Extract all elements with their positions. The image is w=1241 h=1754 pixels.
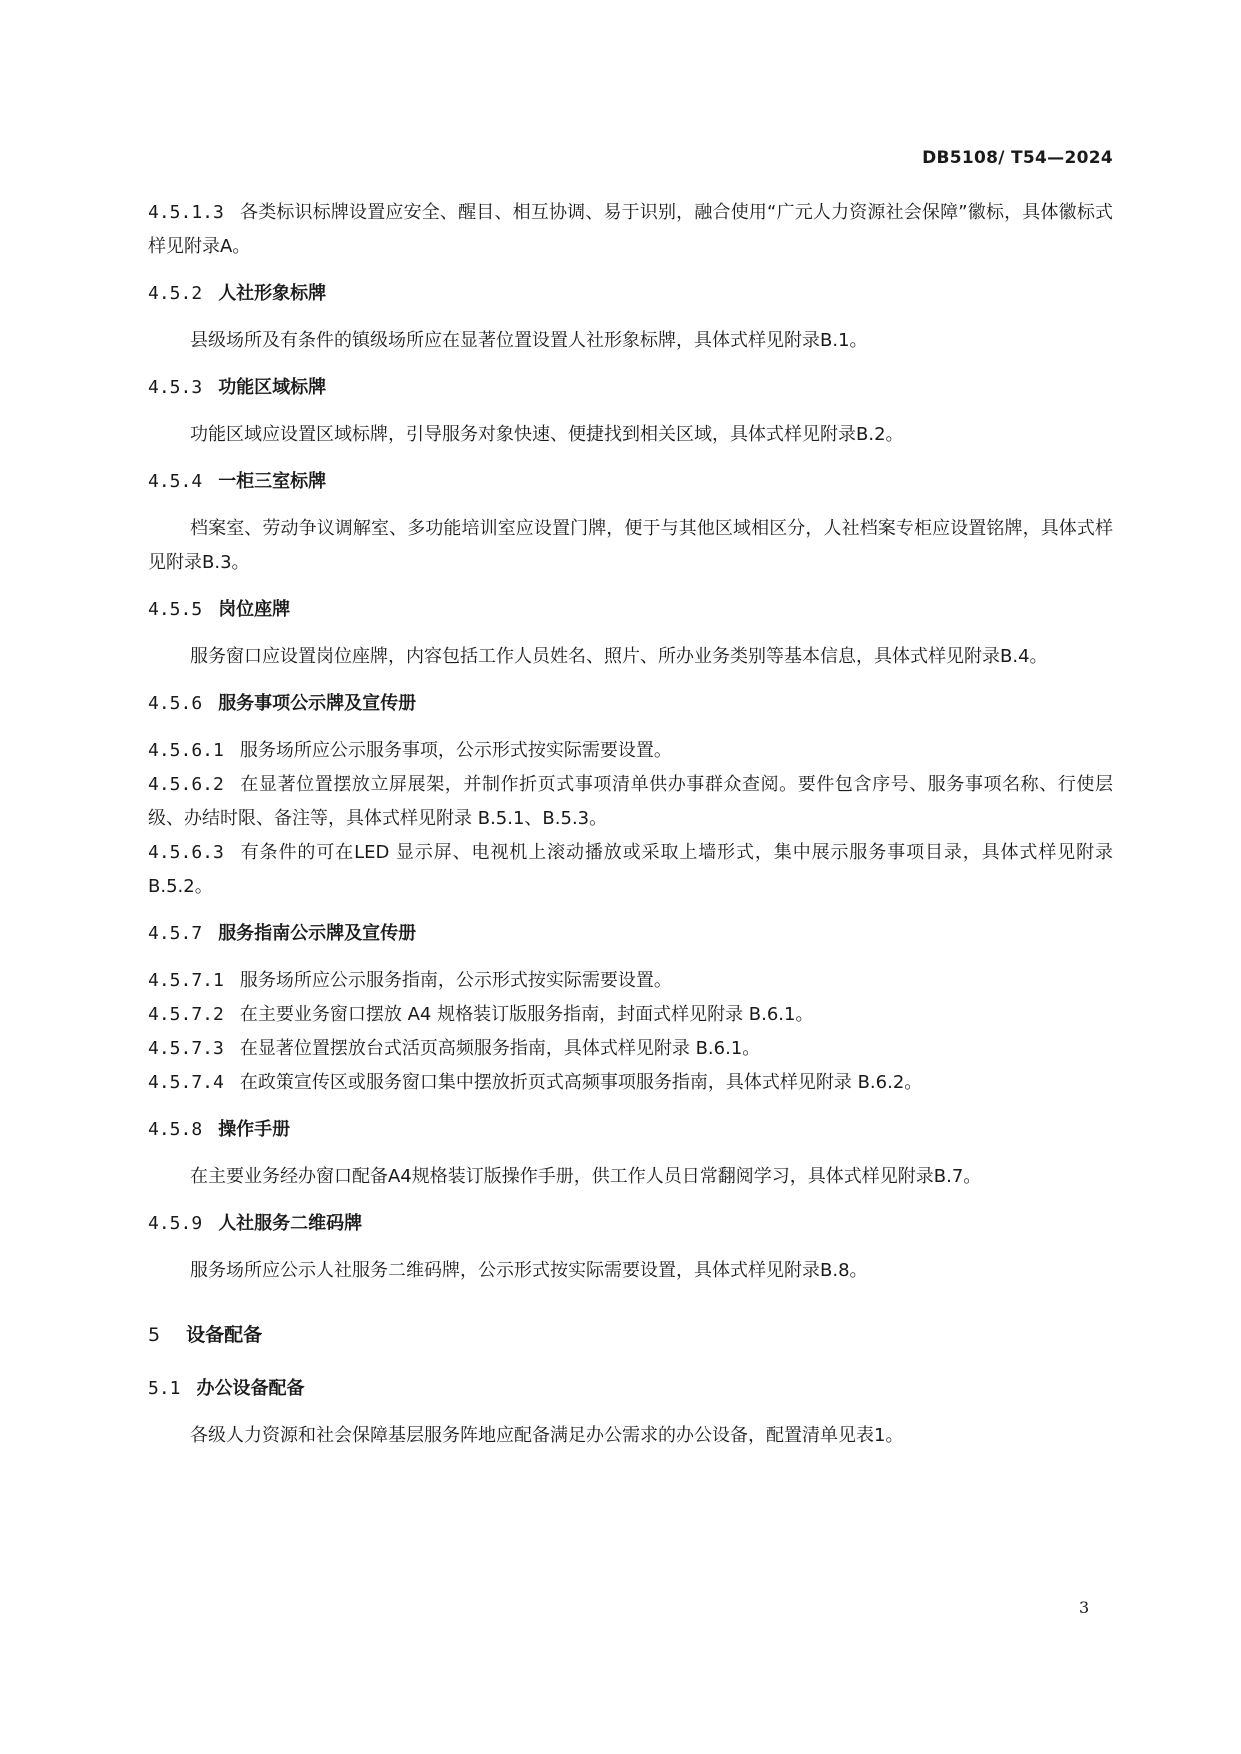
heading-4-5-2 — [148, 277, 1113, 311]
heading-title: 人社服务二维码牌 — [218, 1213, 363, 1234]
heading-4-5-8 — [148, 1113, 1113, 1147]
clause-4-5-7-4 — [148, 1066, 1113, 1100]
clause-text: 各类标识标牌设置应安全、醒目、相互协调、易于识别，融合使用“广元人力资源社会保障”徽标，具体徽标式样见附录A。 — [148, 202, 1113, 257]
clause-number: 4.5.7.2 — [148, 1004, 224, 1025]
clause-4-5-6-3 — [148, 836, 1113, 904]
heading-title: 一柜三室标牌 — [218, 471, 327, 492]
clause-4-5-7-1 — [148, 964, 1113, 998]
document-body — [148, 196, 1113, 1453]
heading-4-5-9 — [148, 1207, 1113, 1241]
heading-number: 4.5.2 — [148, 283, 203, 304]
clause-number: 4.5.6.2 — [148, 774, 224, 795]
heading-number: 4.5.3 — [148, 377, 203, 398]
clause-text: 在显著位置摆放立屏展架，并制作折页式事项清单供办事群众查阅。要件包含序号、服务事项名称、行使层级、办结时限、备注等，具体式样见附录 B.5.1、B.5.3。 — [148, 774, 1113, 829]
heading-title: 设备配备 — [186, 1324, 263, 1346]
clause-4-5-7-2 — [148, 998, 1113, 1032]
heading-title: 人社形象标牌 — [218, 283, 327, 304]
clause-number: 4.5.7.3 — [148, 1038, 224, 1059]
heading-number: 4.5.8 — [148, 1119, 203, 1140]
paragraph: 服务场所应公示人社服务二维码牌，公示形式按实际需要设置，具体式样见附录B.8。 — [190, 1260, 868, 1281]
clause-text: 服务场所应公示服务事项，公示形式按实际需要设置。 — [239, 740, 672, 761]
heading-number: 4.5.6 — [148, 693, 203, 714]
paragraph: 功能区域应设置区域标牌，引导服务对象快速、便捷找到相关区域，具体式样见附录B.2。 — [190, 424, 904, 445]
heading-4-5-3 — [148, 371, 1113, 405]
heading-title: 功能区域标牌 — [218, 377, 327, 398]
heading-4-5-6 — [148, 687, 1113, 721]
paragraph: 各级人力资源和社会保障基层服务阵地应配备满足办公需求的办公设备，配置清单见表1。 — [190, 1425, 904, 1446]
clause-number: 4.5.6.3 — [148, 842, 224, 863]
heading-title: 服务指南公示牌及宣传册 — [218, 923, 417, 944]
heading-number: 4.5.7 — [148, 923, 203, 944]
clause-4-5-6-2 — [148, 768, 1113, 836]
heading-number: 5.1 — [148, 1378, 181, 1399]
clause-text: 在显著位置摆放台式活页高频服务指南，具体式样见附录 B.6.1。 — [239, 1038, 761, 1059]
heading-number: 4.5.4 — [148, 471, 203, 492]
heading-4-5-5 — [148, 593, 1113, 627]
clause-number: 4.5.7.4 — [148, 1072, 224, 1093]
clause-4-5-1-3 — [148, 196, 1113, 264]
heading-5-1 — [148, 1372, 1113, 1406]
page-number: 3 — [1079, 1598, 1090, 1617]
heading-number: 5 — [148, 1324, 161, 1346]
clause-number: 4.5.6.1 — [148, 740, 224, 761]
heading-4-5-4 — [148, 465, 1113, 499]
clause-text: 有条件的可在LED 显示屏、电视机上滚动播放或采取上墙形式，集中展示服务事项目录，具体式样见附录 B.5.2。 — [148, 842, 1113, 897]
clause-text: 在主要业务窗口摆放 A4 规格装订版服务指南，封面式样见附录 B.6.1。 — [239, 1004, 814, 1025]
heading-title: 办公设备配备 — [196, 1378, 305, 1399]
heading-number: 4.5.5 — [148, 599, 203, 620]
paragraph: 档案室、劳动争议调解室、多功能培训室应设置门牌，便于与其他区域相区分，人社档案专柜应设置铭牌，具体式样见附录B.3。 — [148, 518, 1113, 573]
clause-text: 服务场所应公示服务指南，公示形式按实际需要设置。 — [239, 970, 672, 991]
document-code: DB5108/ T54—2024 — [922, 148, 1113, 168]
heading-title: 服务事项公示牌及宣传册 — [218, 693, 417, 714]
paragraph: 服务窗口应设置岗位座牌，内容包括工作人员姓名、照片、所办业务类别等基本信息，具体式样见附录B.4。 — [190, 646, 1048, 667]
heading-title: 岗位座牌 — [218, 599, 291, 620]
heading-4-5-7 — [148, 917, 1113, 951]
paragraph: 县级场所及有条件的镇级场所应在显著位置设置人社形象标牌，具体式样见附录B.1。 — [190, 330, 868, 351]
clause-4-5-6-1 — [148, 734, 1113, 768]
heading-title: 操作手册 — [218, 1119, 291, 1140]
heading-number: 4.5.9 — [148, 1213, 203, 1234]
heading-5 — [148, 1318, 1113, 1352]
clause-number: 4.5.7.1 — [148, 970, 224, 991]
clause-4-5-7-3 — [148, 1032, 1113, 1066]
paragraph: 在主要业务经办窗口配备A4规格装订版操作手册，供工作人员日常翻阅学习，具体式样见附录B.7。 — [190, 1166, 982, 1187]
clause-text: 在政策宣传区或服务窗口集中摆放折页式高频事项服务指南，具体式样见附录 B.6.2。 — [239, 1072, 923, 1093]
clause-number: 4.5.1.3 — [148, 202, 224, 223]
